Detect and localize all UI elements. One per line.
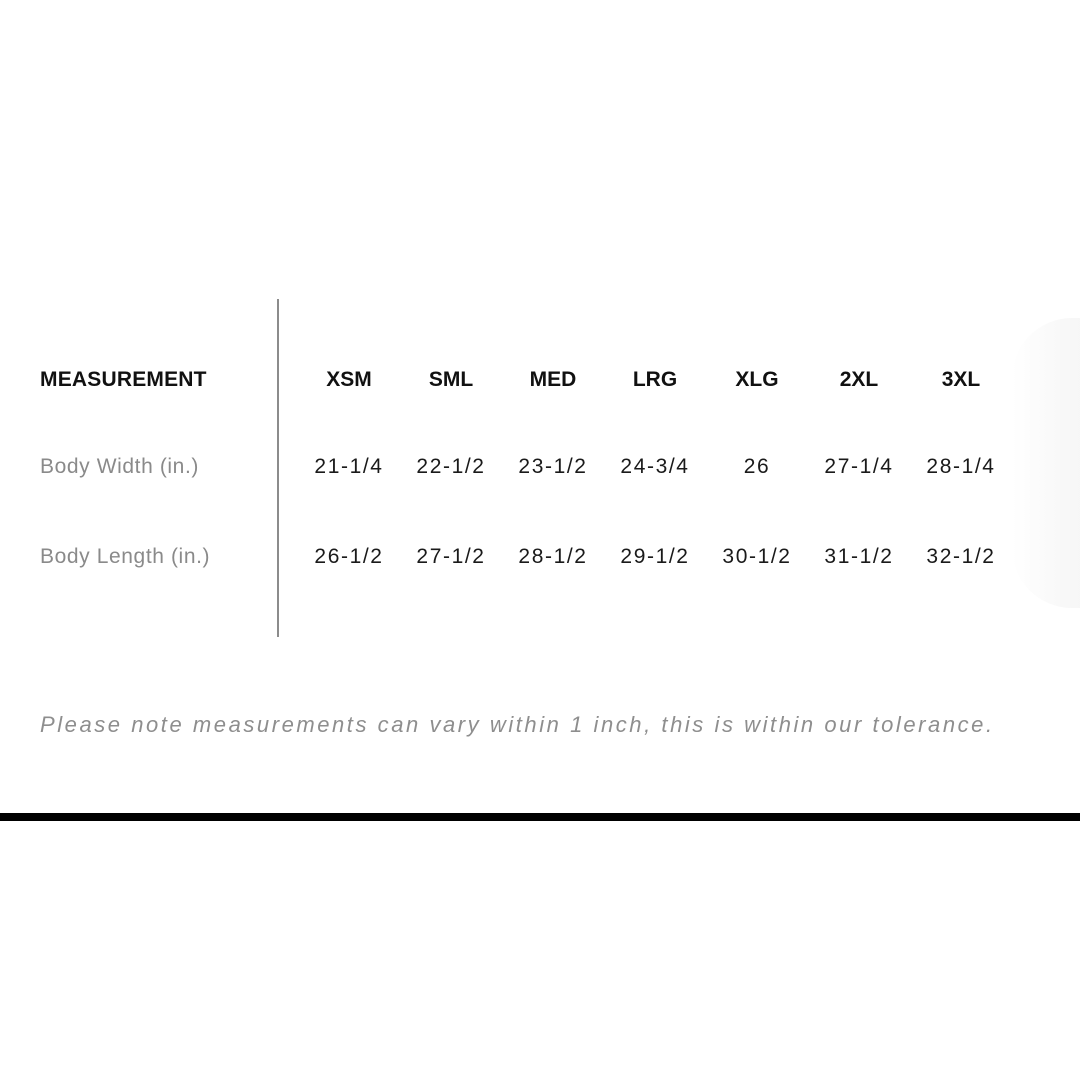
table-cell: 22-1/2 (416, 455, 486, 478)
table-cell: 24-3/4 (620, 455, 690, 478)
column-divider (277, 299, 279, 637)
row-label-body-width: Body Width (in.) (40, 455, 199, 478)
table-cell: 31-1/2 (824, 545, 894, 568)
size-header-lrg: LRG (632, 368, 678, 391)
table-cell: 26 (743, 455, 771, 478)
size-header-2xl: 2XL (839, 368, 879, 391)
measurement-column-header: MEASUREMENT (40, 368, 207, 391)
faded-background-panel (1012, 318, 1080, 608)
bottom-divider-rule (0, 813, 1080, 821)
table-cell: 32-1/2 (926, 545, 996, 568)
size-header-sml: SML (428, 368, 474, 391)
size-header-3xl: 3XL (941, 368, 981, 391)
table-cell: 21-1/4 (314, 455, 384, 478)
size-header-med: MED (529, 368, 577, 391)
table-cell: 27-1/4 (824, 455, 894, 478)
table-cell: 23-1/2 (518, 455, 588, 478)
table-cell: 27-1/2 (416, 545, 486, 568)
table-cell: 26-1/2 (314, 545, 384, 568)
table-cell: 30-1/2 (722, 545, 792, 568)
size-header-xlg: XLG (735, 368, 779, 391)
table-cell: 29-1/2 (620, 545, 690, 568)
tolerance-note: Please note measurements can vary within 1 inch, this is within our tolerance. (40, 712, 995, 737)
table-cell: 28-1/2 (518, 545, 588, 568)
table-cell: 28-1/4 (926, 455, 996, 478)
row-label-body-length: Body Length (in.) (40, 545, 211, 568)
size-header-xsm: XSM (326, 368, 372, 391)
